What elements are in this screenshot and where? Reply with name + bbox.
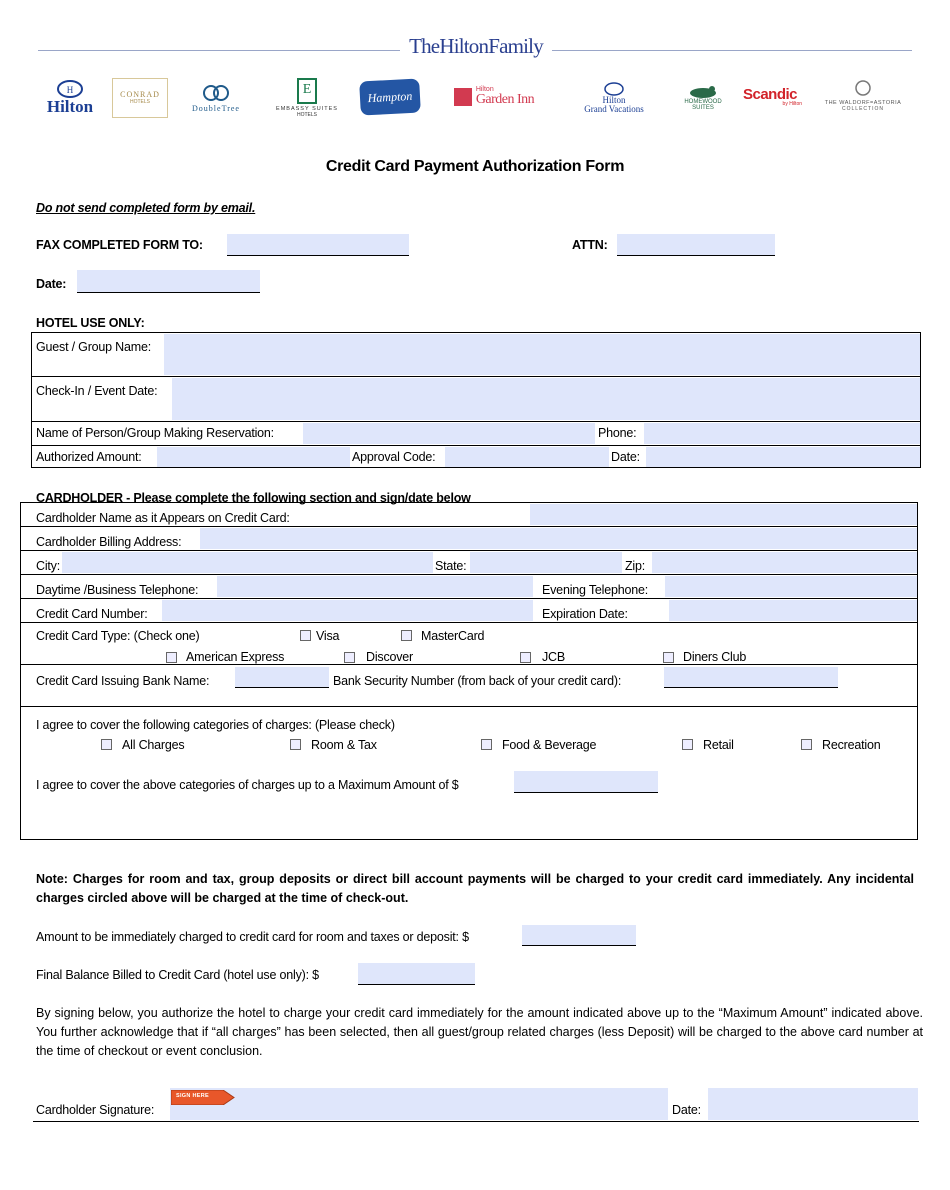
hotel-row-divider-3	[31, 445, 921, 446]
bank-security-label: Bank Security Number (from back of your credit card):	[333, 674, 622, 688]
doubletree-icon	[201, 83, 231, 105]
person-reservation-label: Name of Person/Group Making Reservation:	[36, 426, 274, 440]
immediate-charge-label: Amount to be immediately charged to credit card for room and taxes or deposit: $	[36, 930, 469, 944]
date-label: Date:	[36, 277, 67, 291]
state-label: State:	[435, 559, 467, 573]
card-number-input[interactable]	[162, 600, 533, 621]
embassy-logo-text: EMBASSY SUITES	[276, 105, 338, 112]
jcb-label: JCB	[542, 650, 566, 664]
diners-club-checkbox[interactable]	[663, 652, 674, 663]
all-charges-checkbox[interactable]	[101, 739, 112, 750]
amex-checkbox[interactable]	[166, 652, 177, 663]
ch-divider-2	[20, 550, 918, 551]
doubletree-logo	[176, 76, 256, 120]
state-input[interactable]	[470, 552, 622, 573]
hotel-use-heading: HOTEL USE ONLY:	[36, 316, 145, 330]
embassy-suites-logo	[264, 74, 350, 122]
ch-divider-7	[20, 706, 918, 707]
scandic-logo-text: Scandic	[742, 85, 798, 103]
billing-address-label: Cardholder Billing Address:	[36, 535, 182, 549]
mastercard-checkbox[interactable]	[401, 630, 412, 641]
zip-input[interactable]	[652, 552, 917, 573]
final-balance-input[interactable]	[358, 963, 475, 985]
daytime-phone-label: Daytime /Business Telephone:	[36, 583, 199, 597]
waldorf-logo-sub: COLLECTION	[842, 106, 884, 113]
garden-inn-logo-text: Hilton	[475, 85, 494, 93]
signature-label: Cardholder Signature:	[36, 1103, 155, 1117]
signature-input[interactable]	[170, 1088, 668, 1120]
visa-checkbox[interactable]	[300, 630, 311, 641]
garden-inn-logo-sub: Garden Inn	[475, 92, 535, 108]
conrad-logo	[112, 78, 168, 118]
form-title: Credit Card Payment Authorization Form	[325, 158, 625, 175]
mastercard-label: MasterCard	[421, 629, 485, 643]
approval-code-label: Approval Code:	[352, 450, 436, 464]
fax-label: FAX COMPLETED FORM TO:	[36, 238, 203, 252]
hilton-garden-inn-logo	[432, 80, 556, 114]
city-label: City:	[36, 559, 61, 573]
ch-divider-1	[20, 526, 918, 527]
ch-divider-4	[20, 598, 918, 599]
hampton-logo-text: Hampton	[367, 88, 413, 105]
doubletree-logo-text: DoubleTree	[192, 103, 240, 113]
hilton-logo	[38, 76, 102, 120]
discover-label: Discover	[366, 650, 414, 664]
approval-code-input[interactable]	[445, 447, 609, 467]
phone-label: Phone:	[598, 426, 637, 440]
conrad-logo-text: CONRAD	[120, 90, 160, 100]
signature-date-label: Date:	[672, 1103, 701, 1117]
name-on-card-input[interactable]	[530, 504, 917, 525]
card-type-label: Credit Card Type: (Check one)	[36, 629, 200, 643]
attn-label: ATTN:	[572, 238, 608, 252]
immediate-charge-input[interactable]	[522, 925, 636, 946]
ch-divider-6	[20, 664, 918, 665]
max-amount-input[interactable]	[514, 771, 658, 793]
authorized-amount-label: Authorized Amount:	[36, 450, 142, 464]
card-number-label: Credit Card Number:	[36, 607, 148, 621]
daytime-phone-input[interactable]	[217, 576, 533, 597]
signature-date-input[interactable]	[708, 1088, 918, 1120]
guest-group-name-label: Guest / Group Name:	[36, 340, 151, 354]
email-warning: Do not send completed form by email.	[36, 201, 256, 215]
hilton-family-title: TheHiltonFamily	[409, 34, 543, 58]
hgv-logo-text: Hilton	[602, 94, 626, 105]
hotel-date-input[interactable]	[646, 447, 920, 467]
recreation-label: Recreation	[822, 738, 881, 752]
evening-phone-label: Evening Telephone:	[542, 583, 648, 597]
ch-divider-5	[20, 622, 918, 623]
retail-checkbox[interactable]	[682, 739, 693, 750]
charges-note: Note: Charges for room and tax, group deposits or direct bill account payments will be charged to your credit card immediately. Any incidental charges circled above will be charged at the time of check-out.	[36, 872, 914, 905]
authorization-text: By signing below, you authorize the hotel to charge your credit card immediately for the amount indicated above up to the “Maximum Amount” indicated above. You further acknowledge that if “all charges” has been selected, then all guest/group related charges (less Deposit) will be charged to the above card number at the time of checkout or event conclusion.	[36, 1006, 923, 1058]
header-rule-right	[552, 50, 912, 51]
garden-inn-flower-icon	[454, 88, 472, 106]
expiration-date-input[interactable]	[669, 600, 917, 621]
issuing-bank-input[interactable]	[235, 667, 329, 688]
hilton-emblem-icon	[57, 80, 83, 98]
embassy-logo-sub: HOTELS	[296, 111, 317, 118]
conrad-logo-sub: HOTELS	[129, 98, 150, 105]
waldorf-crest-icon	[854, 79, 872, 97]
homewood-suites-logo	[672, 74, 734, 122]
waldorf-logo-text: THE WALDORF=ASTORIA	[824, 100, 902, 107]
hilton-logo-text: Hilton	[46, 97, 94, 117]
name-on-card-label: Cardholder Name as it Appears on Credit Card:	[36, 511, 290, 525]
sign-here-tag	[171, 1090, 233, 1104]
diners-club-label: Diners Club	[683, 650, 747, 664]
max-amount-label: I agree to cover the above categories of charges up to a Maximum Amount of $	[36, 778, 459, 792]
zip-label: Zip:	[625, 559, 646, 573]
recreation-checkbox[interactable]	[801, 739, 812, 750]
categories-intro: I agree to cover the following categories of charges: (Please check)	[36, 718, 395, 732]
embassy-e-icon: E	[297, 78, 317, 104]
hotel-row-divider-2	[31, 421, 921, 422]
cardholder-heading: CARDHOLDER - Please complete the following section and sign/date below	[36, 491, 471, 505]
city-input[interactable]	[62, 552, 433, 573]
hotel-date-label: Date:	[611, 450, 640, 464]
final-balance-label: Final Balance Billed to Credit Card (hotel use only): $	[36, 968, 319, 982]
amex-label: American Express	[186, 650, 285, 664]
visa-label: Visa	[316, 629, 340, 643]
signature-line	[33, 1121, 919, 1122]
room-tax-label: Room & Tax	[311, 738, 377, 752]
food-beverage-label: Food & Beverage	[502, 738, 597, 752]
ch-divider-3	[20, 574, 918, 575]
hgv-emblem-icon	[604, 82, 624, 96]
hotel-row-divider-1	[31, 376, 921, 377]
billing-address-input[interactable]	[200, 528, 917, 549]
bank-security-input[interactable]	[664, 667, 838, 688]
svg-text:H: H	[66, 85, 74, 96]
person-reservation-input[interactable]	[303, 423, 595, 444]
all-charges-label: All Charges	[122, 738, 185, 752]
authorized-amount-input[interactable]	[157, 447, 350, 467]
guest-group-name-input[interactable]	[164, 334, 920, 375]
scandic-logo-sub: by Hilton	[782, 101, 802, 108]
food-beverage-checkbox[interactable]	[481, 739, 492, 750]
attn-input[interactable]	[617, 234, 775, 256]
hampton-logo	[359, 78, 421, 115]
homewood-logo-text: HOMEWOOD	[684, 98, 722, 105]
checkin-date-label: Check-In / Event Date:	[36, 384, 158, 398]
discover-checkbox[interactable]	[344, 652, 355, 663]
retail-label: Retail	[703, 738, 734, 752]
expiration-date-label: Expiration Date:	[542, 607, 628, 621]
evening-phone-input[interactable]	[665, 576, 917, 597]
room-tax-checkbox[interactable]	[290, 739, 301, 750]
issuing-bank-label: Credit Card Issuing Bank Name:	[36, 674, 210, 688]
hilton-grand-vacations-logo	[564, 76, 664, 120]
fax-input[interactable]	[227, 234, 409, 256]
homewood-duck-icon	[688, 85, 718, 99]
date-input[interactable]	[77, 270, 260, 293]
header-rule-left	[38, 50, 400, 51]
scandic-logo	[738, 80, 802, 114]
waldorf-astoria-logo	[810, 68, 916, 124]
jcb-checkbox[interactable]	[520, 652, 531, 663]
checkin-date-input[interactable]	[172, 378, 920, 420]
phone-input[interactable]	[644, 423, 920, 444]
sign-here-text: SIGN HERE	[176, 1093, 209, 1099]
hgv-logo-sub: Grand Vacations	[584, 104, 644, 114]
homewood-logo-sub: SUITES	[692, 105, 714, 111]
